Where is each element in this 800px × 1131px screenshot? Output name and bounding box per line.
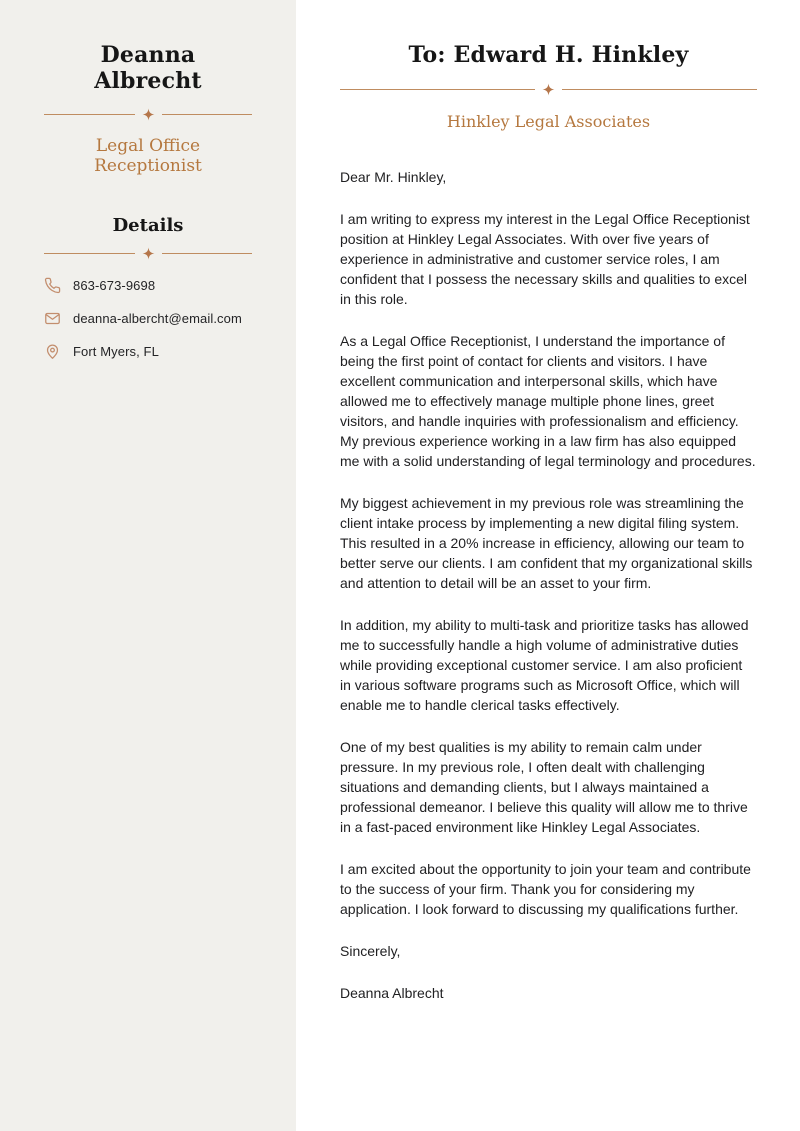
ornament-divider [44,247,252,260]
location-text: Fort Myers, FL [73,343,159,359]
phone-number: 863-673-9698 [73,277,156,293]
company-name: Hinkley Legal Associates [446,112,651,131]
signature: Deanna Albrecht [340,985,444,1001]
closing: Sincerely, [340,943,401,959]
letter-paragraph: As a Legal Office Receptionist, I understand the importance of being the first point of contact for clients and visitors. I have excellent communication and interpersonal skills, which have allowed me to effectively manage multiple phone lines, greet visitors, and handle inquiries with professionalism and efficiency. My previous experience working in a law firm has also equipped me with a solid understanding of legal terminology and procedures. [340,333,756,469]
details-section [44,215,252,360]
letter-paragraph: In addition, my ability to multi-task and prioritize tasks has allowed me to successfully handle a high volume of administrative duties while providing exceptional customer service. I am also proficient in various software programs such as Microsoft Office, which will enable me to handle clerical tasks effectively. [340,617,749,713]
divider-line [162,253,253,254]
divider-line [162,114,253,115]
email-icon [44,310,61,327]
salutation: Dear Mr. Hinkley, [340,169,447,185]
letter-paragraph: I am writing to express my interest in the Legal Office Receptionist position at Hinkley Legal Associates. With over five years of experience in administrative and customer service roles, I am confident that I possess the necessary skills and qualities to excel in this role. [340,211,750,307]
phone-icon [44,277,61,294]
sparkle-star-icon [142,247,155,260]
location-icon [44,343,61,360]
details-heading: Details [112,215,184,236]
contact-row-phone [44,276,252,294]
ornament-divider [340,83,757,96]
ornament-divider [44,108,252,121]
sparkle-star-icon [542,83,555,96]
candidate-name: Deanna Albrecht [94,42,202,94]
divider-line [44,253,135,254]
divider-line [44,114,135,115]
contact-row-location [44,342,252,360]
sparkle-star-icon [142,108,155,121]
letter-paragraph: My biggest achievement in my previous role was streamlining the client intake process by implementing a new digital filing system. This resulted in a 20% increase in efficiency, allowing our team to better serve our clients. I am confident that my organizational skills and attention to detail will be an asset to your firm. [340,495,753,591]
letter-paragraph: I am excited about the opportunity to join your team and contribute to the success of your firm. Thank you for considering my application. I look forward to discussing my qualifications further. [340,861,751,917]
contact-row-email [44,309,252,327]
letter-body [340,167,757,1003]
sidebar [0,0,296,1131]
email-address: deanna-albercht@email.com [73,310,242,326]
recipient-heading: To: Edward H. Hinkley [408,42,689,68]
candidate-job-title: Legal Office Receptionist [94,136,202,176]
letter-main [296,0,800,1131]
divider-line [562,89,757,90]
contact-list [44,276,252,360]
divider-line [340,89,535,90]
letter-paragraph: One of my best qualities is my ability to remain calm under pressure. In my previous role, I often dealt with challenging situations and demanding clients, but I always maintained a professional demeanor. I believe this quality will allow me to thrive in a fast-paced environment like Hinkley Legal Associates. [340,739,748,835]
